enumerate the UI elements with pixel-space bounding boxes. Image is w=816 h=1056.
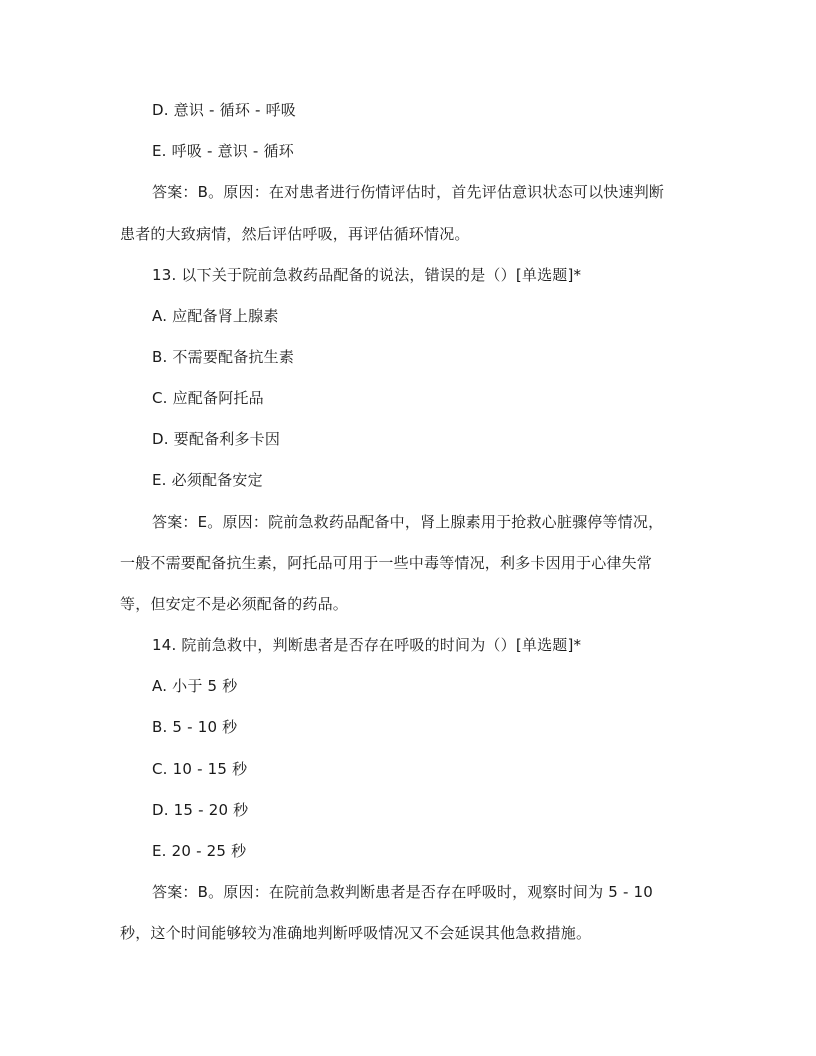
option-b-q13: B. 不需要配备抗生素	[152, 348, 295, 366]
answer-q13-line3: 等，但安定不是必须配备的药品。	[120, 595, 349, 613]
option-c-q13: C. 应配备阿托品	[152, 389, 264, 407]
option-e-q13: E. 必须配备安定	[152, 471, 263, 489]
answer-q14-line2: 秒，这个时间能够较为准确地判断呼吸情况又不会延误其他急救措施。	[120, 924, 592, 942]
option-e-q14: E. 20 - 25 秒	[152, 842, 247, 860]
question-13: 13. 以下关于院前急救药品配备的说法，错误的是（）[单选题]*	[152, 266, 582, 284]
answer-q12-line2: 患者的大致病情，然后评估呼吸，再评估循环情况。	[120, 225, 470, 243]
answer-q12-line1: 答案：B。原因：在对患者进行伤情评估时，首先评估意识状态可以快速判断	[152, 183, 665, 201]
question-14: 14. 院前急救中，判断患者是否存在呼吸的时间为（）[单选题]*	[152, 636, 582, 654]
option-d-q12: D. 意识 - 循环 - 呼吸	[152, 101, 296, 119]
answer-q13-line2: 一般不需要配备抗生素，阿托品可用于一些中毒等情况，利多卡因用于心律失常	[120, 554, 653, 572]
option-d-q13: D. 要配备利多卡因	[152, 430, 281, 448]
option-e-q12: E. 呼吸 - 意识 - 循环	[152, 142, 294, 160]
option-b-q14: B. 5 - 10 秒	[152, 718, 238, 736]
option-c-q14: C. 10 - 15 秒	[152, 760, 248, 778]
option-a-q14: A. 小于 5 秒	[152, 677, 238, 695]
answer-q14-line1: 答案：B。原因：在院前急救判断患者是否存在呼吸时，观察时间为 5 - 10	[152, 883, 654, 901]
answer-q13-line1: 答案：E。原因：院前急救药品配备中，肾上腺素用于抢救心脏骤停等情况，	[152, 513, 664, 531]
option-d-q14: D. 15 - 20 秒	[152, 801, 249, 819]
option-a-q13: A. 应配备肾上腺素	[152, 307, 279, 325]
